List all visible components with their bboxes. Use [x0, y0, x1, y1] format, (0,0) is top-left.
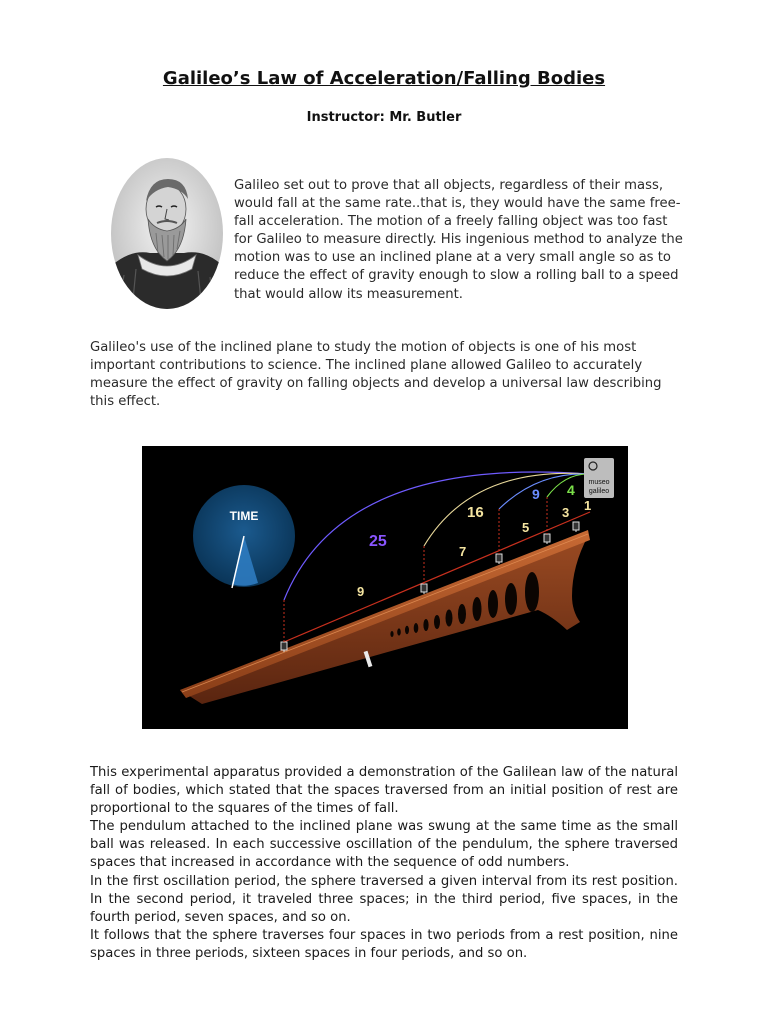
- interval-label-5: 5: [522, 520, 530, 535]
- instructor-line: Instructor: Mr. Butler: [306, 110, 462, 125]
- cumulative-label-25: 25: [369, 533, 387, 550]
- interval-label-7: 7: [459, 544, 467, 559]
- logo-text-galileo: galileo: [588, 488, 610, 495]
- explanation-paragraph-1: This experimental apparatus provided a demonstration of the Galilean law of the natural fall of bodies, which stated that the spaces traversed from an initial position of rest are proportional to the squares of the times of fall.: [90, 765, 678, 817]
- logo-text-museo: museo: [588, 479, 610, 486]
- page-title: Galileo’s Law of Acceleration/Falling Bodies: [162, 68, 606, 89]
- galileo-portrait: [110, 157, 224, 310]
- interval-label-3: 3: [562, 505, 570, 520]
- intro-paragraph: Galileo set out to prove that all objects, regardless of their mass, would fall at the same rate..that is, they would have the same free-fall acceleration. The motion of a freely falling object was too fast for Galileo to measure directly. His ingenious method to analyze the motion was to use an inclined plane at a very small angle so as to reduce the effect of gravity enough to slow a rolling ball to a speed that would allow its measurement.: [234, 178, 683, 302]
- inclined-plane-figure: [142, 446, 628, 729]
- time-label: TIME: [229, 509, 259, 523]
- explanation-paragraph-2: The pendulum attached to the inclined plane was swung at the same time as the small ball was released. In each successive oscillation of the pendulum, the sphere traversed spaces that increased in accordance with the sequence of odd numbers.: [90, 819, 678, 871]
- cumulative-label-16: 16: [467, 504, 484, 521]
- inclined-plane-paragraph: Galileo's use of the inclined plane to study the motion of objects is one of his most important contributions to science. The inclined plane allowed Galileo to accurately measure the effect of gravity on falling objects and develop a universal law describing this effect.: [90, 340, 662, 410]
- explanation-paragraph-4: It follows that the sphere traverses four spaces in two periods from a rest position, nine spaces in three periods, sixteen spaces in four periods, and so on.: [90, 927, 678, 961]
- cumulative-label-9: 9: [532, 486, 540, 502]
- apparatus-illustration: [142, 446, 628, 729]
- interval-label-1: 1: [584, 498, 592, 513]
- explanation-text: [90, 764, 678, 963]
- cumulative-label-4: 4: [567, 482, 575, 498]
- museo-galileo-logo: [584, 458, 614, 498]
- interval-label-9: 9: [357, 584, 365, 599]
- explanation-paragraph-3: In the first oscillation period, the sphere traversed a given interval from its rest position. In the second period, it traveled three spaces; in the third period, five spaces, in the fourth period, seven spaces, and so on.: [90, 873, 678, 925]
